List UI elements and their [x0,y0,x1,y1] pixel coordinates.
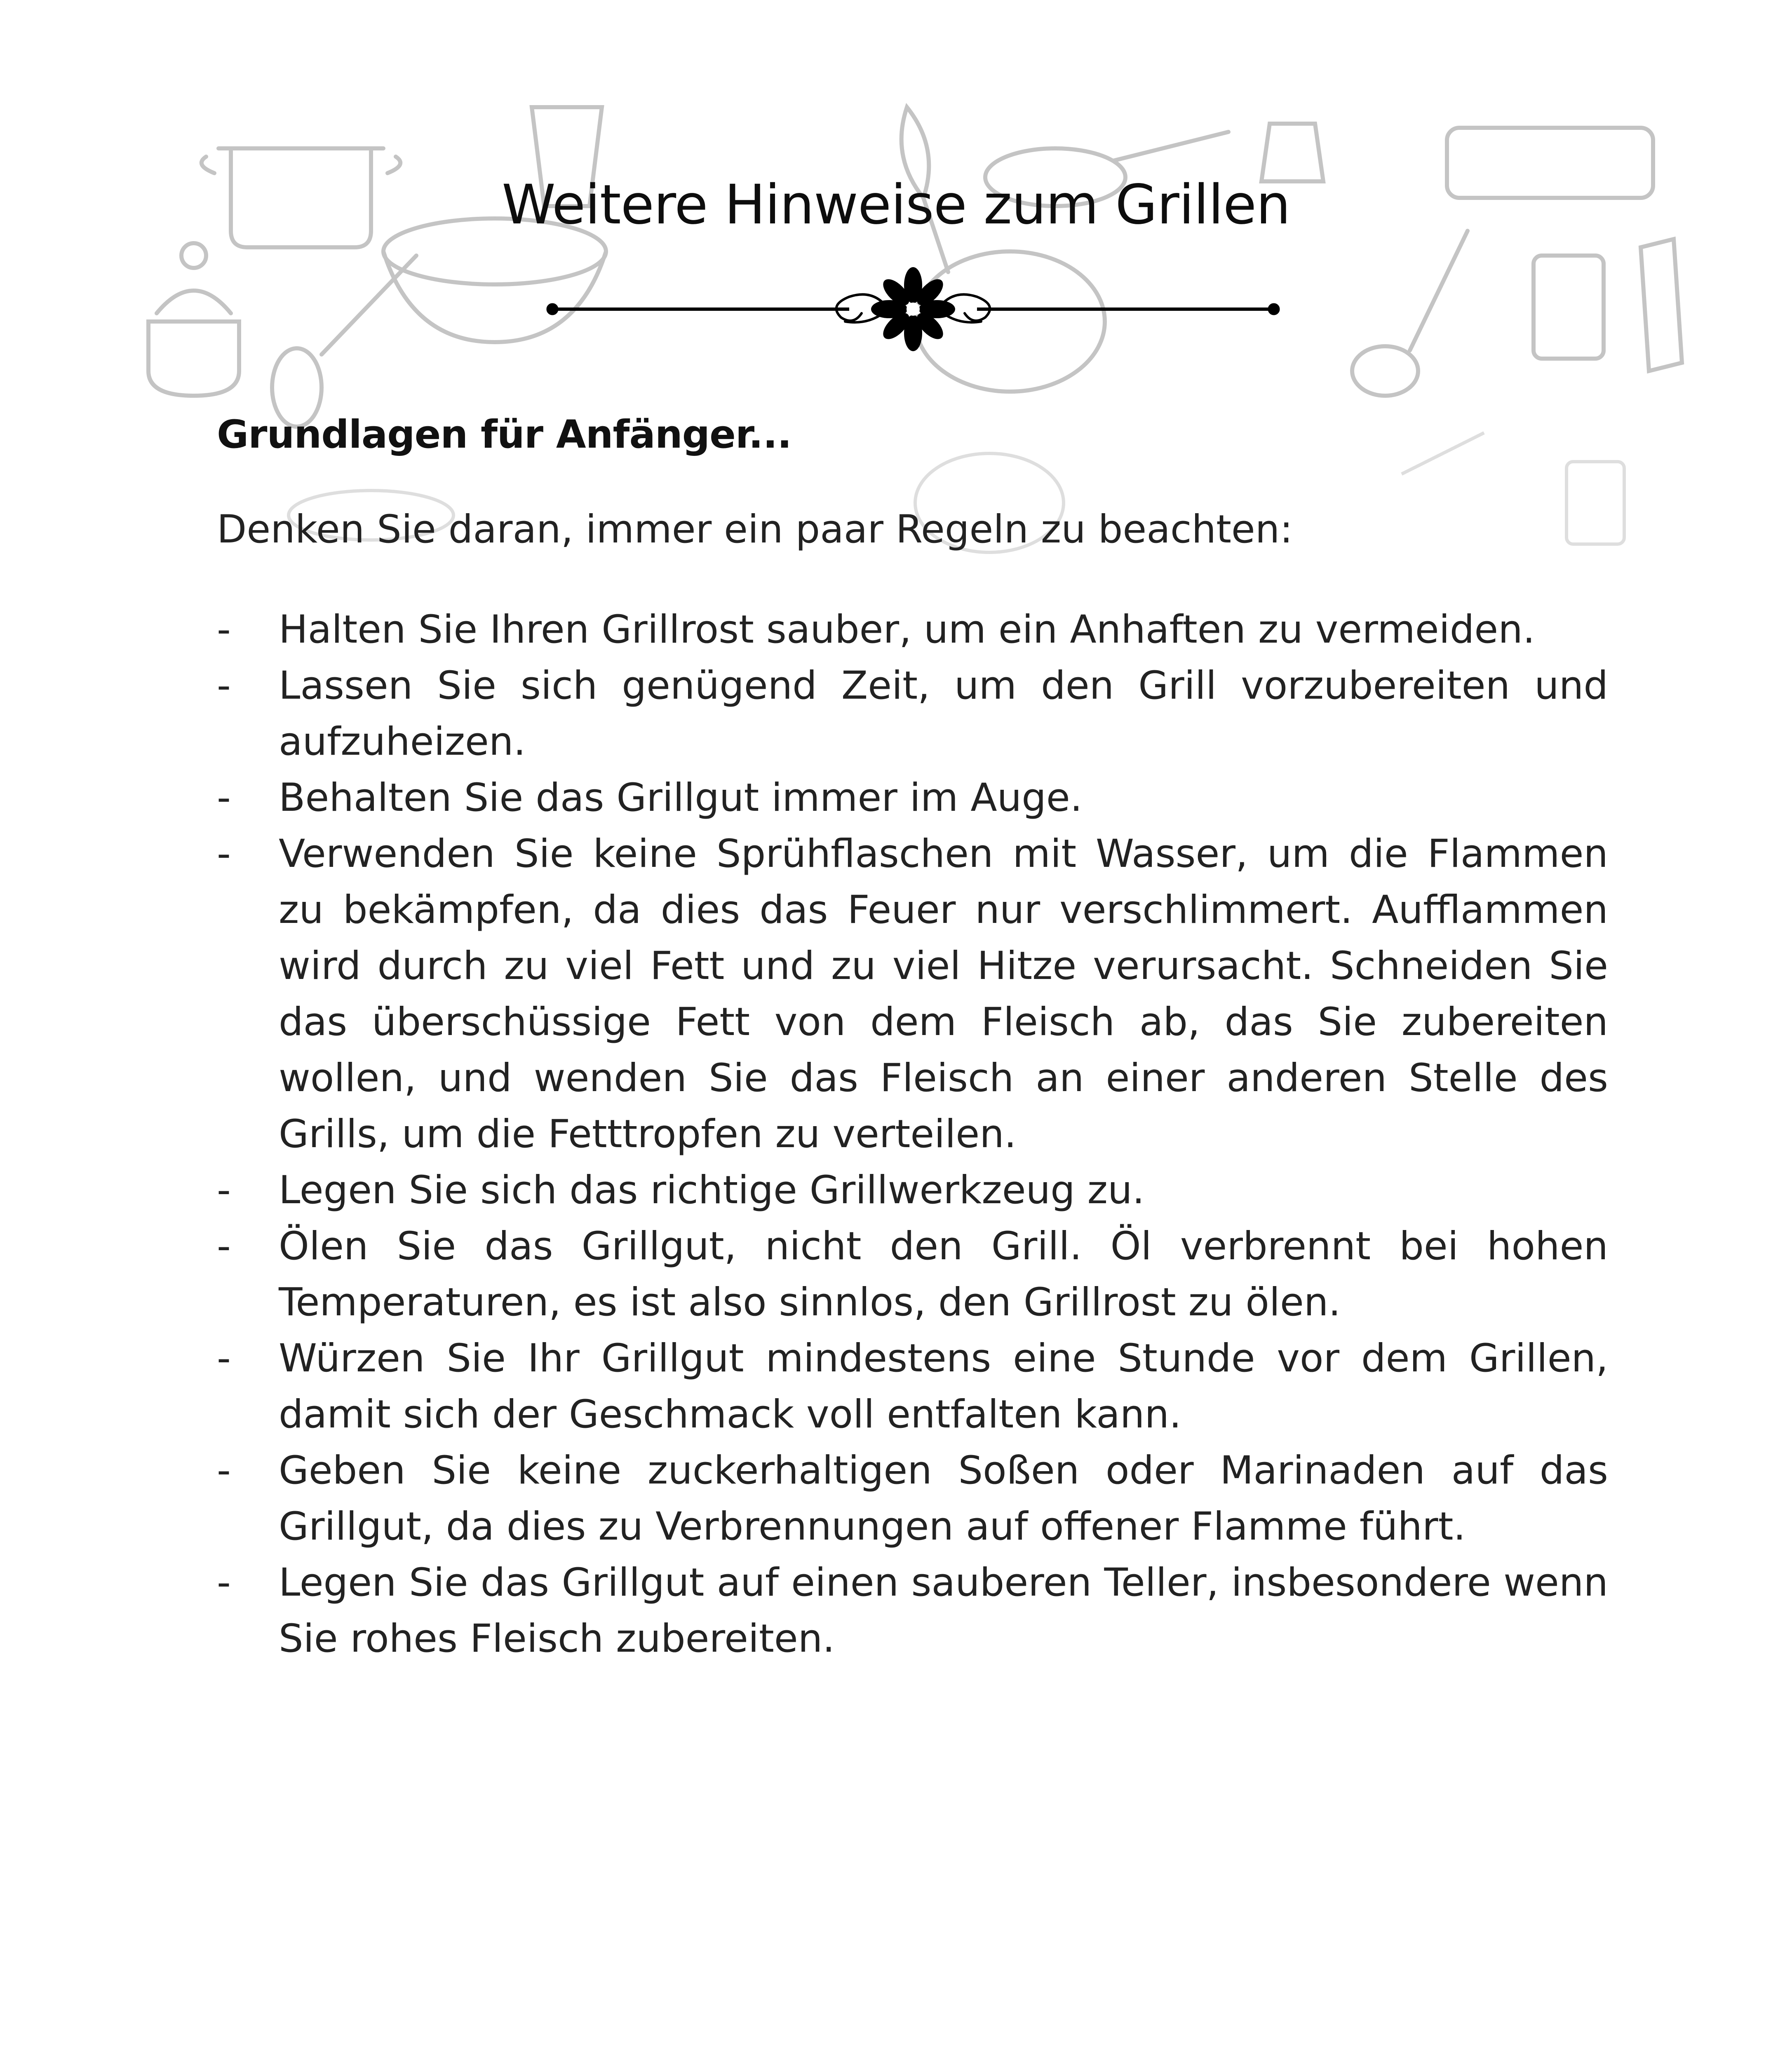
ladle-icon [1352,231,1468,396]
list-item: - Behalten Sie das Grillgut immer im Auge. [217,770,1608,826]
list-item: - Verwenden Sie keine Sprühflaschen mit Wasser, um die Flammen zu bekämpfen, da dies das Feuer nur verschlimmert. Aufflammen wird durch zu viel Fett und zu viel Hitze verursacht. Schneiden Sie das überschüssige Fett von dem Fleisch ab, das Sie zubereiten wollen, und wenden Sie das Fleisch an einer anderen Stelle des Grills, um die Fetttropfen zu verteilen. [217,826,1608,1162]
list-item: - Legen Sie sich das richtige Grillwerkzeug zu. [217,1162,1608,1218]
list-item: - Legen Sie das Grillgut auf einen sauberen Teller, insbesondere wenn Sie rohes Fleisch zubereiten. [217,1555,1608,1667]
list-item: - Würzen Sie Ihr Grillgut mindestens eine Stunde vor dem Grillen, damit sich der Geschmack voll entfalten kann. [217,1331,1608,1443]
calculator-icon [1534,256,1604,359]
section-heading: Grundlagen für Anfänger... [217,412,791,457]
flourish-divider-ornament [544,260,1282,359]
intro-paragraph: Denken Sie daran, immer ein paar Regeln zu beachten: [217,507,1293,552]
list-item: - Ölen Sie das Grillgut, nicht den Grill. Öl verbrennt bei hohen Temperaturen, es ist also sinnlos, den Grillrost zu ölen. [217,1218,1608,1331]
rules-list [217,602,1608,1667]
list-item: - Halten Sie Ihren Grillrost sauber, um ein Anhaften zu vermeiden. [217,602,1608,658]
page-title: Weitere Hinweise zum Grillen [502,173,1290,237]
lidded-pot-icon [148,243,239,396]
slotted-spoon-icon [272,256,416,427]
list-item: - Geben Sie keine zuckerhaltigen Soßen oder Marinaden auf das Grillgut, da dies zu Verbrennungen auf offener Flamme führt. [217,1443,1608,1555]
list-item: - Lassen Sie sich genügend Zeit, um den Grill vorzubereiten und aufzuheizen. [217,658,1608,770]
kettle-icon [1261,124,1323,181]
grater-icon [1641,239,1682,371]
